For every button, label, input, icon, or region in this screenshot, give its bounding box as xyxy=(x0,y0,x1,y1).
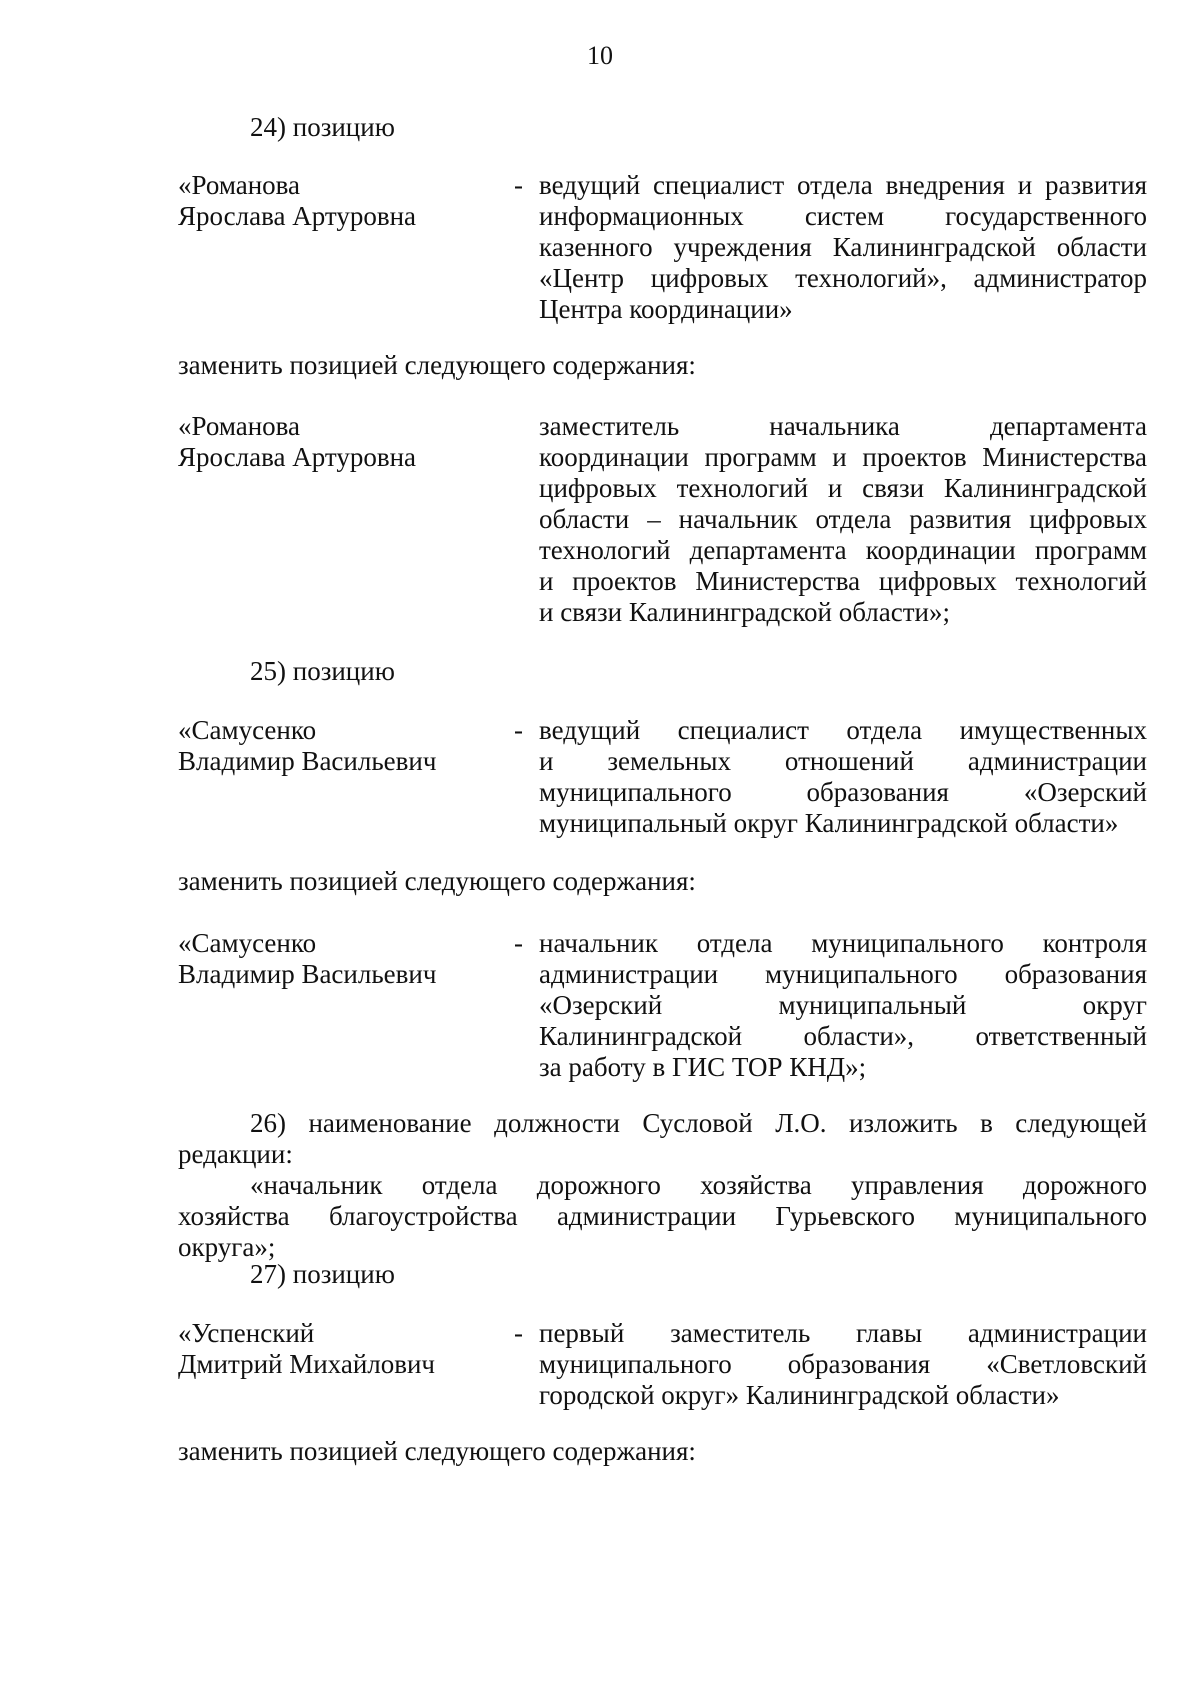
person-name: «Романова Ярослава Артуровна xyxy=(178,170,417,231)
replace-label: заменить позицией следующего содержания: xyxy=(178,350,696,380)
item-25-heading: 25) позицию xyxy=(250,656,395,686)
item-24-new-entry xyxy=(178,411,1147,627)
position-description: начальник отдела муниципального контроля администрации муниципального образования «Озерский муниципальный округ Калининградской области», ответственный за работу в ГИС ТОР КНД»; xyxy=(539,928,1147,1082)
replace-label: заменить позицией следующего содержания: xyxy=(178,866,696,896)
dash-separator: - xyxy=(514,1318,523,1348)
item-24-old-entry xyxy=(178,170,1147,324)
person-name: «Самусенко Владимир Васильевич xyxy=(178,928,437,989)
page-number: 10 xyxy=(587,41,613,70)
item-25-old-entry xyxy=(178,715,1147,838)
item-24-heading: 24) позицию xyxy=(250,112,395,142)
dash-separator: - xyxy=(514,928,523,958)
replace-label: заменить позицией следующего содержания: xyxy=(178,1436,696,1466)
dash-separator: - xyxy=(514,715,523,745)
person-name: «Самусенко Владимир Васильевич xyxy=(178,715,437,776)
item-26-paragraph: 26) наименование должности Сусловой Л.О. изложить в следующей редакции: «начальник отдела дорожного хозяйства управления дорожного хозяйства благоустройства администрации Гурьевского муниципального округа»; xyxy=(178,1108,1147,1262)
position-description: заместитель начальника департамента координации программ и проектов Министерства цифровых технологий и связи Калининградской области – начальник отдела развития цифровых технологий департамента координации программ и проектов Министерства цифровых технологий и связи Калининградской области»; xyxy=(539,411,1147,627)
person-name: «Успенский Дмитрий Михайлович xyxy=(178,1318,436,1379)
position-description: ведущий специалист отдела имущественных и земельных отношений администрации муниципального образования «Озерский муниципальный округ Калининградской области» xyxy=(539,715,1147,838)
position-description: ведущий специалист отдела внедрения и развития информационных систем государственного казенного учреждения Калининградской области «Центр цифровых технологий», администратор Центра координации» xyxy=(539,170,1147,324)
item-27-old-entry xyxy=(178,1318,1147,1410)
position-description: первый заместитель главы администрации муниципального образования «Светловский городской округ» Калининградской области» xyxy=(539,1318,1147,1410)
dash-separator: - xyxy=(514,170,523,200)
item-27-heading: 27) позицию xyxy=(250,1259,395,1289)
person-name: «Романова Ярослава Артуровна xyxy=(178,411,417,472)
item-25-new-entry xyxy=(178,928,1147,1082)
